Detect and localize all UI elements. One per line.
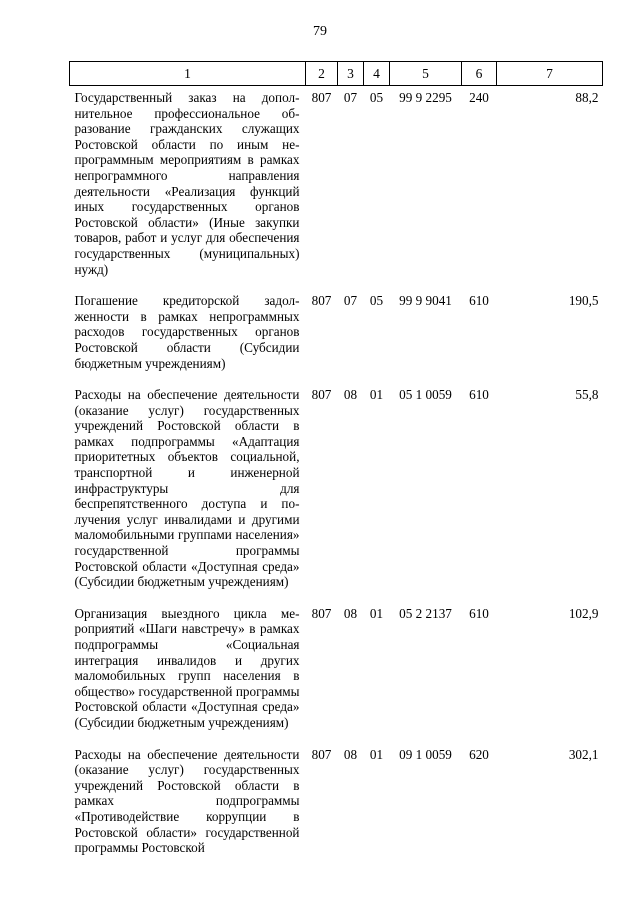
target-article-code: 05 2 2137 <box>399 605 452 621</box>
subsection-code: 05 <box>369 90 384 105</box>
section-code: 08 <box>343 746 358 762</box>
subsection-code: 01 <box>369 746 384 762</box>
table-row <box>70 293 603 387</box>
target-article-code: 05 1 0059 <box>399 387 452 403</box>
section-code: 07 <box>343 90 358 105</box>
section-code: 08 <box>343 387 358 403</box>
ministry-code: 807 <box>311 387 332 403</box>
subsection-code: 01 <box>369 605 384 621</box>
target-article-code: 99 9 9041 <box>399 293 452 309</box>
column-header-7: 7 <box>497 62 603 86</box>
expense-type-code: 240 <box>469 90 489 105</box>
amount: 302,1 <box>568 746 599 762</box>
section-code: 08 <box>343 605 358 621</box>
table-row <box>70 606 603 747</box>
column-header-4: 4 <box>364 62 390 86</box>
row-description: Государственный заказ на дополнительное профессиональное образование гражданских служащих Ростовской области по иным непрограммным мероприятиям в рамках непрограммного направления деятельности «Реализация функций иных государственных органов Ростовской области» (Иные закупки товаров, работ и услуг для обеспечения государственных (муниципальных) нужд) <box>74 90 300 277</box>
expense-type-code: 610 <box>469 387 489 403</box>
ministry-code: 807 <box>311 293 332 309</box>
target-article-code: 09 1 0059 <box>399 746 452 762</box>
target-article-code: 99 9 2295 <box>399 90 452 105</box>
amount: 88,2 <box>575 90 599 105</box>
table-header-row <box>70 62 603 86</box>
amount: 190,5 <box>568 293 599 309</box>
page-number: 79 <box>313 24 327 39</box>
table-row <box>70 747 603 872</box>
ministry-code: 807 <box>311 90 332 105</box>
column-header-1: 1 <box>70 62 306 86</box>
column-header-2: 2 <box>306 62 338 86</box>
budget-table <box>69 61 603 872</box>
ministry-code: 807 <box>311 605 332 621</box>
subsection-code: 01 <box>369 387 384 403</box>
amount: 55,8 <box>575 387 599 403</box>
ministry-code: 807 <box>311 746 332 762</box>
row-description: Расходы на обеспечение деятельности (оказание услуг) государственных учреждений Ростовской области в рамках подпрограммы «Адаптация приоритетных объектов социальной, транспортной и инженерной инфраструктуры для беспрепятственного доступа и получения услуг инвалидами и другими маломобильными группами населения» государственной программы Ростовской области «Доступная среда» (Субсидии бюджетным учреждениям) <box>74 387 300 590</box>
row-description: Погашение кредиторской задолженности в рамках непрограммных расходов государственных органов Ростовской области (Субсидии бюджетным учреждениям) <box>74 293 300 371</box>
column-header-5: 5 <box>390 62 462 86</box>
expense-type-code: 620 <box>469 746 489 762</box>
section-code: 07 <box>343 293 358 309</box>
column-header-6: 6 <box>462 62 497 86</box>
amount: 102,9 <box>568 605 599 621</box>
table-row <box>70 387 603 606</box>
column-header-3: 3 <box>338 62 364 86</box>
table-row <box>70 86 603 294</box>
expense-type-code: 610 <box>469 293 489 309</box>
expense-type-code: 610 <box>469 605 489 621</box>
subsection-code: 05 <box>369 293 384 309</box>
row-description: Расходы на обеспечение деятельности (оказание услуг) государственных учреждений Ростовской области в рамках подпрограммы «Противодействие коррупции в Ростовской области» государственной программы Ростовской <box>74 746 300 856</box>
row-description: Организация выездного цикла мероприятий «Шаги навстречу» в рамках подпрограммы «Социальная интеграция инвалидов и других маломобильных групп населения в общество» государственной программы Ростовской области «Доступная среда» (Субсидии бюджетным учреждениям) <box>74 605 300 730</box>
